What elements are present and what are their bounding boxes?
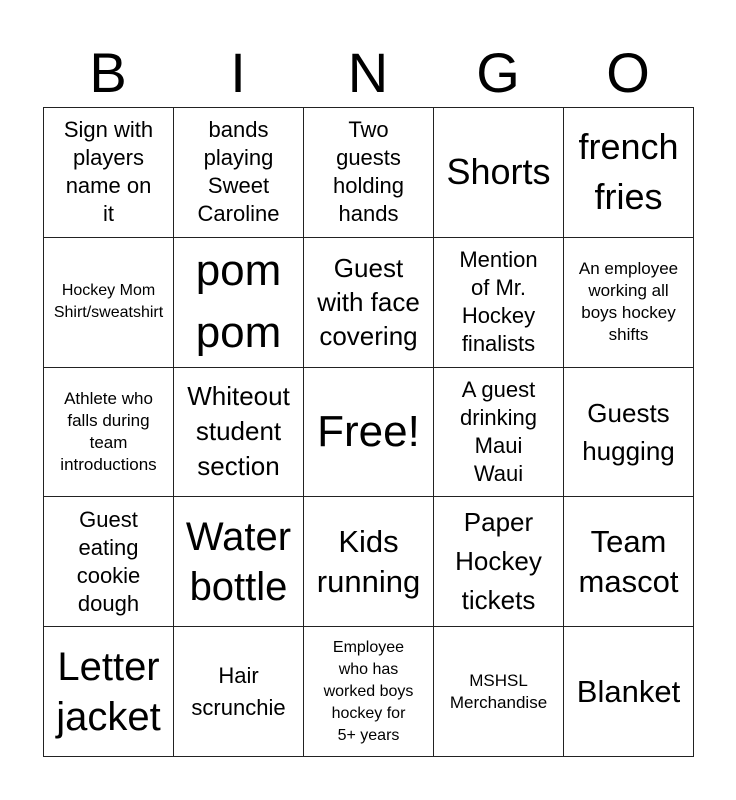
bingo-header (43, 40, 693, 106)
cell-text: Mention of Mr. Hockey finalists (459, 247, 538, 357)
cell-text: Two guests holding hands (333, 117, 404, 227)
header-letter-b: B (89, 41, 127, 104)
bingo-card-grid (43, 107, 694, 757)
bingo-cell[interactable] (304, 238, 434, 368)
free-space-text: Free! (317, 406, 420, 456)
cell-text: Water bottle (185, 514, 292, 609)
bingo-cell[interactable] (44, 497, 174, 627)
cell-text: MSHSL Merchandise (449, 670, 548, 712)
cell-text: A guest drinking Maui Waui (459, 376, 538, 486)
cell-text: An employee working all boys hockey shifts (578, 259, 679, 345)
bingo-cell[interactable] (174, 368, 304, 498)
bingo-cell[interactable] (44, 238, 174, 368)
bingo-cell[interactable] (564, 627, 694, 757)
bingo-cell[interactable] (434, 108, 564, 238)
cell-text: Whiteout student section (187, 381, 290, 482)
header-letter-o: O (606, 41, 650, 104)
cell-text: bands playing Sweet Caroline (197, 117, 280, 227)
header-letter-i: I (230, 41, 246, 104)
header-letter-g: G (476, 41, 520, 104)
cell-text: Hockey Mom Shirt/sweatshirt (53, 282, 164, 322)
bingo-cell[interactable] (304, 368, 434, 498)
cell-text: Guest eating cookie dough (76, 506, 141, 616)
bingo-cell[interactable] (304, 627, 434, 757)
cell-text: Employee who has worked boys hockey for 5+ years (323, 638, 414, 744)
cell-text: Guest with face covering (317, 253, 420, 352)
bingo-cell[interactable] (564, 497, 694, 627)
bingo-cell[interactable] (174, 627, 304, 757)
header-letter-n: N (347, 41, 389, 104)
cell-text: Sign with players name on it (63, 117, 154, 227)
bingo-cell[interactable] (44, 108, 174, 238)
cell-text: french fries (578, 126, 679, 218)
cell-text: Kids running (316, 523, 421, 599)
bingo-cell[interactable] (564, 238, 694, 368)
cell-text: Paper Hockey tickets (455, 507, 542, 616)
bingo-cell[interactable] (174, 238, 304, 368)
bingo-cell[interactable] (434, 627, 564, 757)
bingo-cell[interactable] (304, 108, 434, 238)
bingo-cell[interactable] (434, 368, 564, 498)
cell-text: Shorts (446, 151, 551, 193)
bingo-cell[interactable] (564, 108, 694, 238)
cell-text: Guests hugging (582, 397, 675, 466)
bingo-cell[interactable] (434, 497, 564, 627)
bingo-cell[interactable] (434, 238, 564, 368)
bingo-cell[interactable] (174, 497, 304, 627)
cell-text: Hair scrunchie (191, 662, 286, 720)
bingo-cell[interactable] (44, 368, 174, 498)
bingo-cell[interactable] (174, 108, 304, 238)
cell-text: pom pom (195, 246, 282, 358)
cell-text: Blanket (576, 673, 681, 709)
cell-text: Athlete who falls during team introductions (60, 388, 157, 474)
cell-text: Letter jacket (56, 644, 161, 739)
bingo-cell[interactable] (564, 368, 694, 498)
bingo-cell[interactable] (304, 497, 434, 627)
bingo-cell[interactable] (44, 627, 174, 757)
cell-text: Team mascot (578, 523, 679, 599)
